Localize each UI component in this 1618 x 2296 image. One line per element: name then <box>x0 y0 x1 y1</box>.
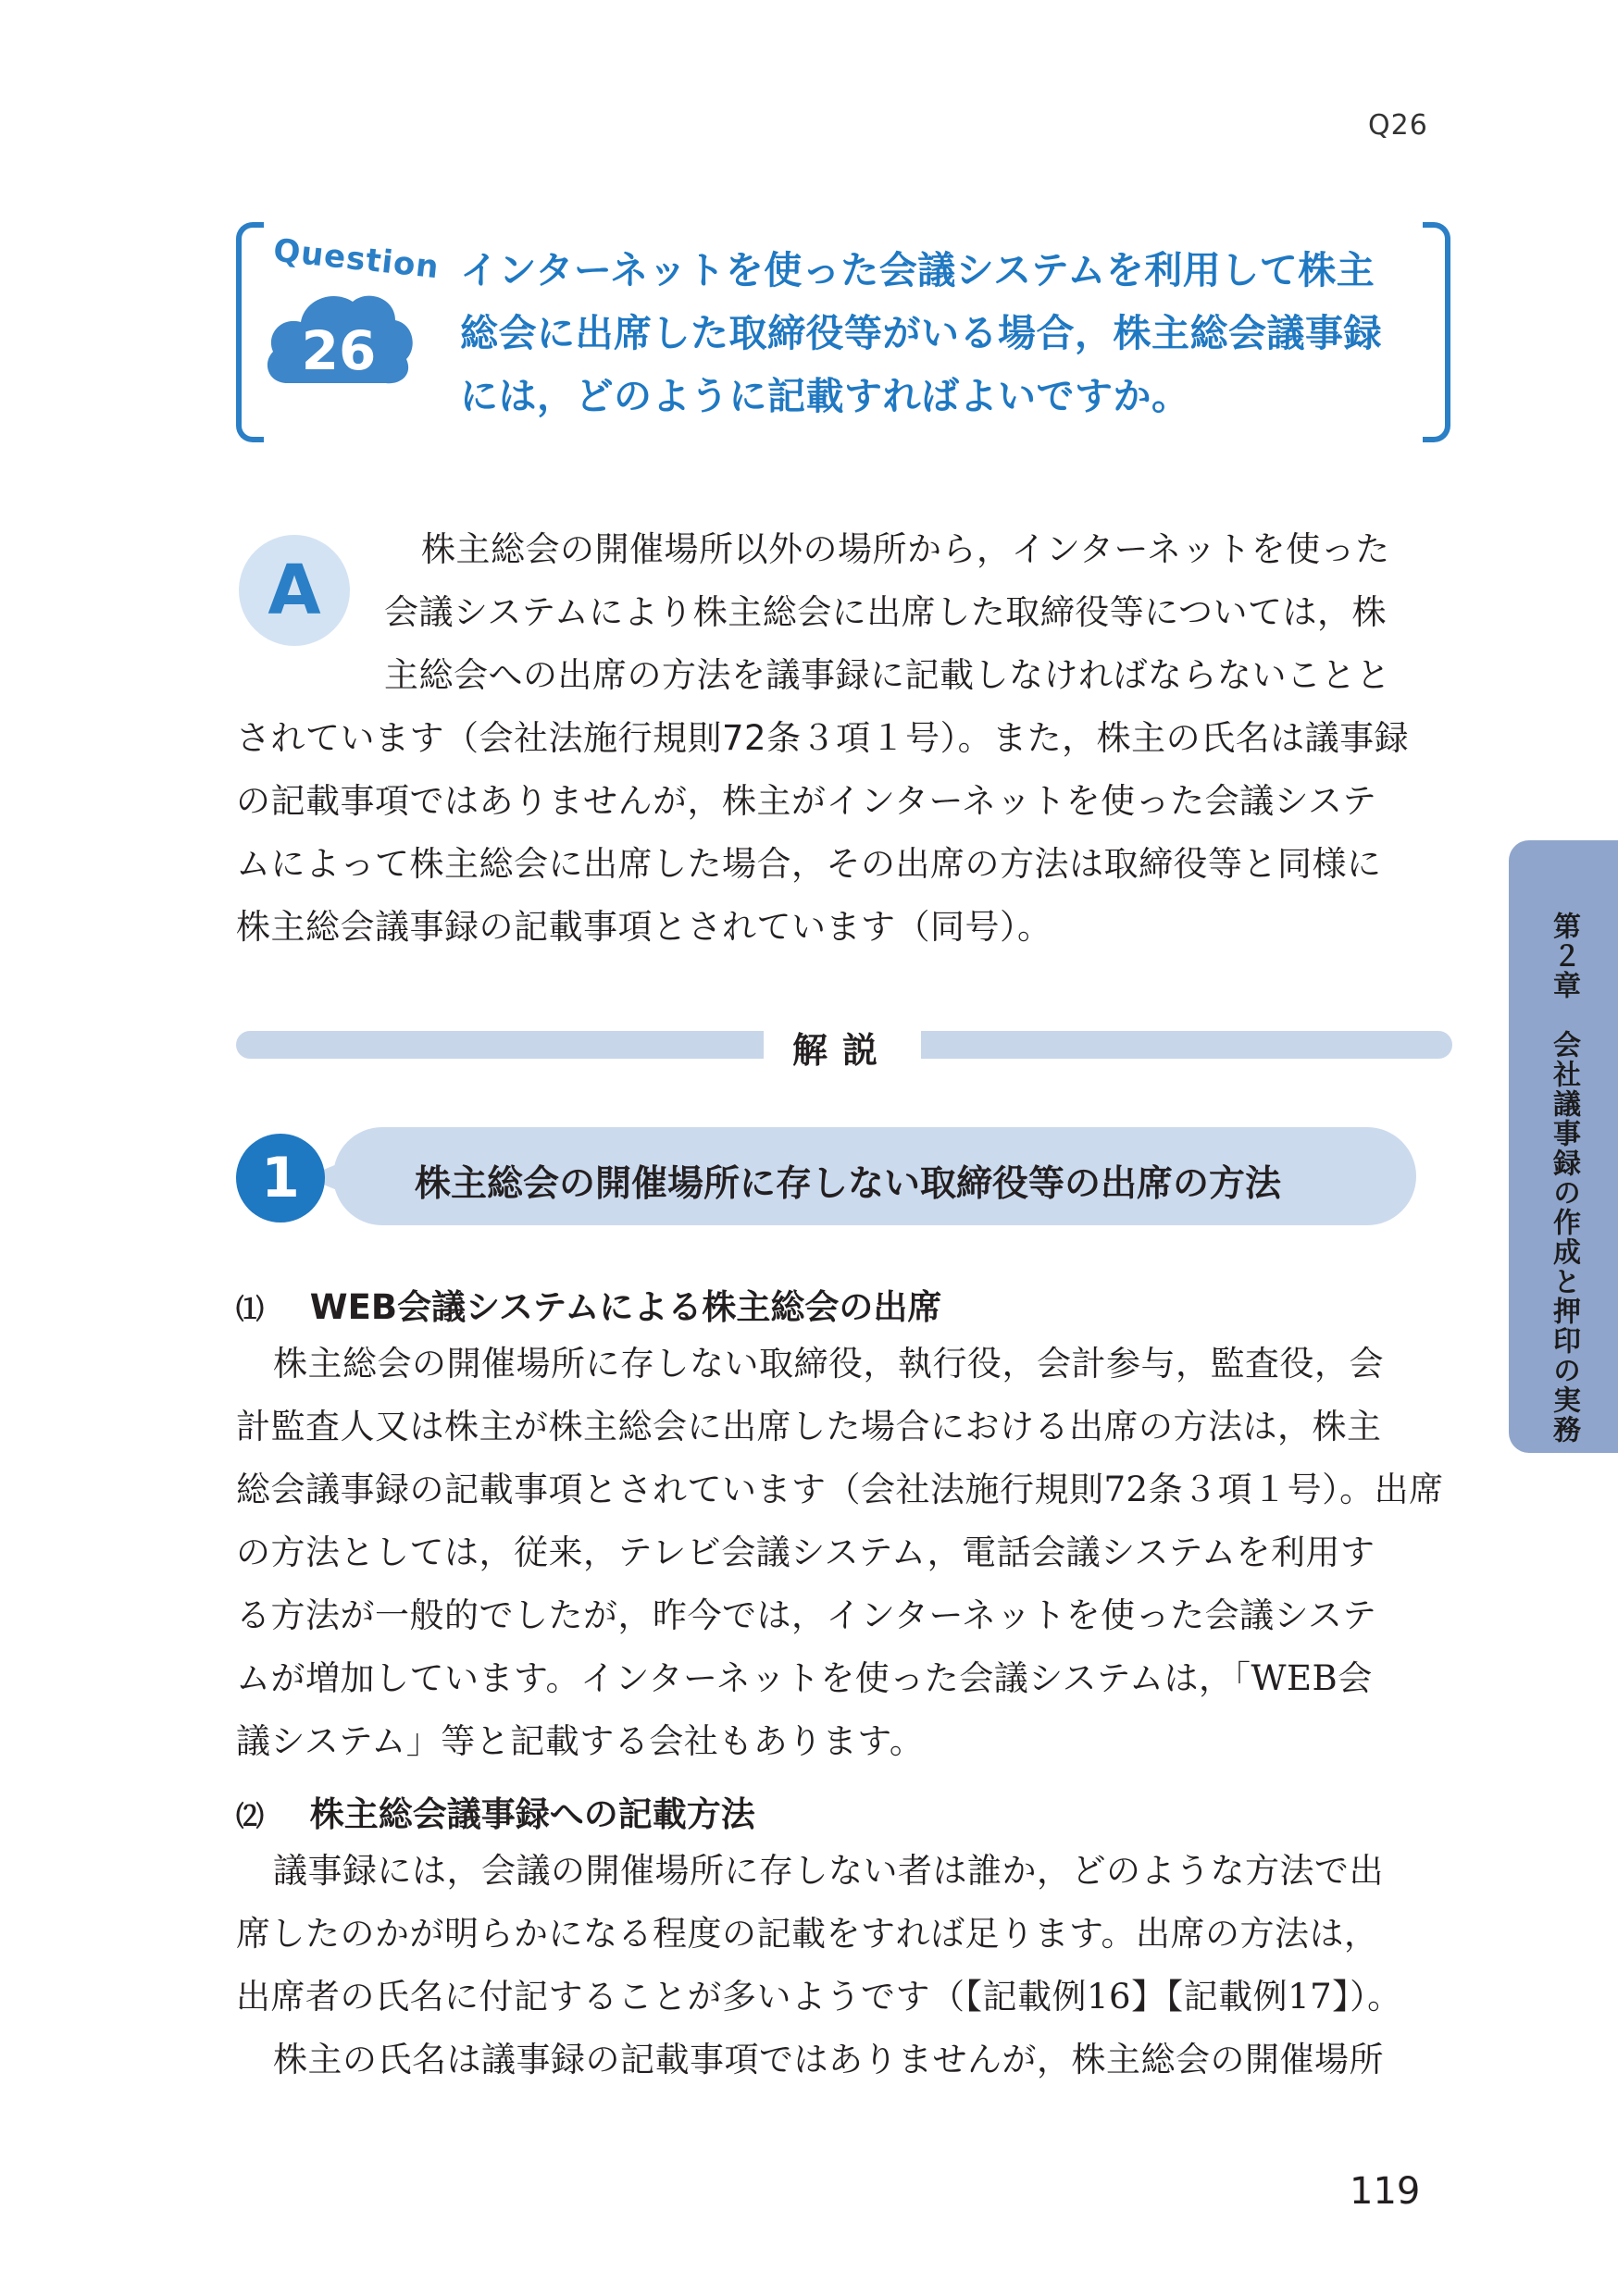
subsection-number: ⑴ <box>236 1294 264 1326</box>
commentary-label: 解説 <box>791 1030 892 1071</box>
answer-text <box>236 518 1458 959</box>
answer-badge-letter: A <box>268 551 321 630</box>
question-badge-word: Question <box>271 231 442 287</box>
question-box <box>236 222 1450 442</box>
answer-line: されています（会社法施行規則72条３項１号）。また，株主の氏名は議事録 <box>236 718 1410 758</box>
body-line: 議事録には，会議の開催場所に存しない者は誰か，どのような方法で出 <box>273 1851 1384 1891</box>
chapter-title: 第２章 会社議事録の作成と押印の実務 <box>1548 912 1580 1445</box>
subsection-title: 株主総会議事録への記載方法 <box>309 1794 755 1834</box>
subsection-body <box>236 1840 1458 2091</box>
section-number: 1 <box>261 1146 300 1210</box>
answer-line: 主総会への出席の方法を議事録に記載しなければならないことと <box>384 655 1391 695</box>
body-line: の方法としては，従来，テレビ会議システム，電話会議システムを利用す <box>236 1533 1375 1572</box>
subsection-title: WEB会議システムによる株主総会の出席 <box>309 1287 942 1327</box>
subsection-heading <box>236 1786 755 1836</box>
body-line: 出席者の氏名に付記することが多いようです（【記載例16】【記載例17】）。 <box>236 1977 1402 2017</box>
question-line: インターネットを使った会議システムを利用して株主 <box>460 248 1375 292</box>
subsection-body <box>236 1333 1458 1773</box>
body-line: 計監査人又は株主が株主総会に出席した場合における出席の方法は，株主 <box>236 1407 1382 1446</box>
question-line: 総会に出席した取締役等がいる場合，株主総会議事録 <box>460 311 1382 355</box>
body-line: る方法が一般的でしたが，昨今では，インターネットを使った会議システ <box>236 1595 1377 1635</box>
subsection-heading <box>236 1279 941 1329</box>
answer-line: 株主総会議事録の記載事項とされています（同号）。 <box>236 907 1052 947</box>
body-line: 総会議事録の記載事項とされています（会社法施行規則72条３項１号）。出席 <box>236 1470 1444 1509</box>
body-line: 株主総会の開催場所に存しない取締役，執行役，会計参与，監査役，会 <box>273 1344 1384 1384</box>
answer-line: の記載事項ではありませんが，株主がインターネットを使った会議システ <box>236 781 1377 821</box>
section-title: 株主総会の開催場所に存しない取締役等の出席の方法 <box>415 1163 1282 1205</box>
answer-line: 会議システムにより株主総会に出席した取締役等については，株 <box>384 592 1388 632</box>
answer-line: ムによって株主総会に出席した場合，その出席の方法は取締役等と同様に <box>236 844 1382 884</box>
question-line: には，どのように記載すればよいですか。 <box>460 374 1190 418</box>
question-number-header: Q26 <box>1368 109 1428 142</box>
answer-line: 株主総会の開催場所以外の場所から，インターネットを使った <box>421 529 1390 569</box>
body-line: ムが増加しています。インターネットを使った会議システムは，「WEB会 <box>236 1658 1373 1698</box>
question-text <box>460 239 1432 428</box>
page-number: 119 <box>1350 2170 1421 2213</box>
body-line: 株主の氏名は議事録の記載事項ではありませんが，株主総会の開催場所 <box>273 2040 1384 2079</box>
question-number-badge: 26 <box>301 319 377 382</box>
body-line: 席したのかが明らかになる程度の記載をすれば足ります。出席の方法は， <box>236 1914 1379 1954</box>
body-line: 議システム」等と記載する会社もあります。 <box>236 1721 925 1761</box>
chapter-side-tab-label <box>1509 912 1618 1445</box>
subsection-number: ⑵ <box>236 1801 264 1833</box>
